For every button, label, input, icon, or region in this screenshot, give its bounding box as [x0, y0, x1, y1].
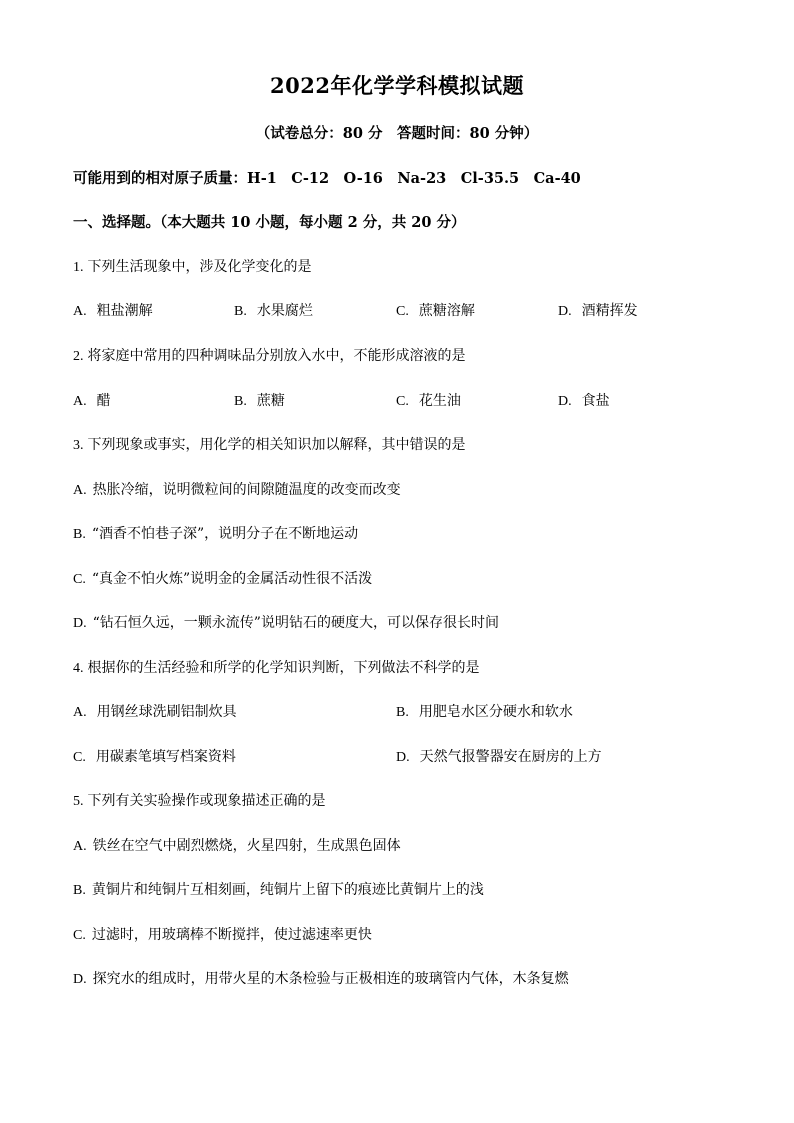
- exam-info: （试卷总分：80 分 答题时间：80 分钟）: [255, 125, 539, 142]
- question-4-option-c[interactable]: C. 用碳素笔填写档案资料: [73, 749, 236, 765]
- question-1-option-a[interactable]: A. 粗盐潮解: [73, 303, 153, 319]
- question-3-option-a[interactable]: A. 热胀冷缩，说明微粒间的间隙随温度的改变而改变: [73, 482, 401, 498]
- question-5-option-a[interactable]: A. 铁丝在空气中剧烈燃烧，火星四射，生成黑色固体: [73, 838, 401, 854]
- question-2-option-c[interactable]: C. 花生油: [396, 393, 461, 409]
- question-5-option-b[interactable]: B. 黄铜片和纯铜片互相刻画，纯铜片上留下的痕迹比黄铜片上的浅: [73, 882, 484, 898]
- question-1-option-c[interactable]: C. 蔗糖溶解: [396, 303, 475, 319]
- question-4-option-a[interactable]: A. 用钢丝球洗刷铝制炊具: [73, 704, 237, 720]
- question-2-option-b[interactable]: B. 蔗糖: [234, 393, 285, 409]
- page-title: 2022年化学学科模拟试题: [270, 73, 524, 98]
- question-3-option-b[interactable]: B. “酒香不怕巷子深”，说明分子在不断地运动: [73, 526, 359, 542]
- question-4-option-d[interactable]: D. 天然气报警器安在厨房的上方: [396, 749, 602, 765]
- question-5-stem: 5. 下列有关实验操作或现象描述正确的是: [73, 793, 326, 809]
- question-2-option-a[interactable]: A. 醋: [73, 393, 111, 409]
- question-4-option-b[interactable]: B. 用肥皂水区分硬水和软水: [396, 704, 573, 720]
- question-5-option-d[interactable]: D. 探究水的组成时，用带火星的木条检验与正极相连的玻璃管内气体，木条复燃: [73, 971, 569, 987]
- question-3-option-c[interactable]: C. “真金不怕火炼”说明金的金属活动性很不活泼: [73, 571, 373, 587]
- atomic-masses: 可能用到的相对原子质量：H-1 C-12 O-16 Na-23 Cl-35.5 Ca-40: [73, 170, 581, 187]
- question-3-stem: 3. 下列现象或事实，用化学的相关知识加以解释，其中错误的是: [73, 437, 466, 453]
- question-5-option-c[interactable]: C. 过滤时，用玻璃棒不断搅拌，使过滤速率更快: [73, 927, 372, 943]
- question-2-option-d[interactable]: D. 食盐: [558, 393, 610, 409]
- question-1-stem: 1. 下列生活现象中，涉及化学变化的是: [73, 259, 312, 275]
- question-2-stem: 2. 将家庭中常用的四种调味品分别放入水中，不能形成溶液的是: [73, 348, 466, 364]
- question-3-option-d[interactable]: D. “钻石恒久远，一颗永流传”说明钻石的硬度大，可以保存很长时间: [73, 615, 499, 631]
- section-heading: 一、选择题。（本大题共 10 小题，每小题 2 分，共 20 分）: [73, 214, 466, 231]
- question-1-option-d[interactable]: D. 酒精挥发: [558, 303, 638, 319]
- question-1-option-b[interactable]: B. 水果腐烂: [234, 303, 313, 319]
- question-4-stem: 4. 根据你的生活经验和所学的化学知识判断，下列做法不科学的是: [73, 660, 480, 676]
